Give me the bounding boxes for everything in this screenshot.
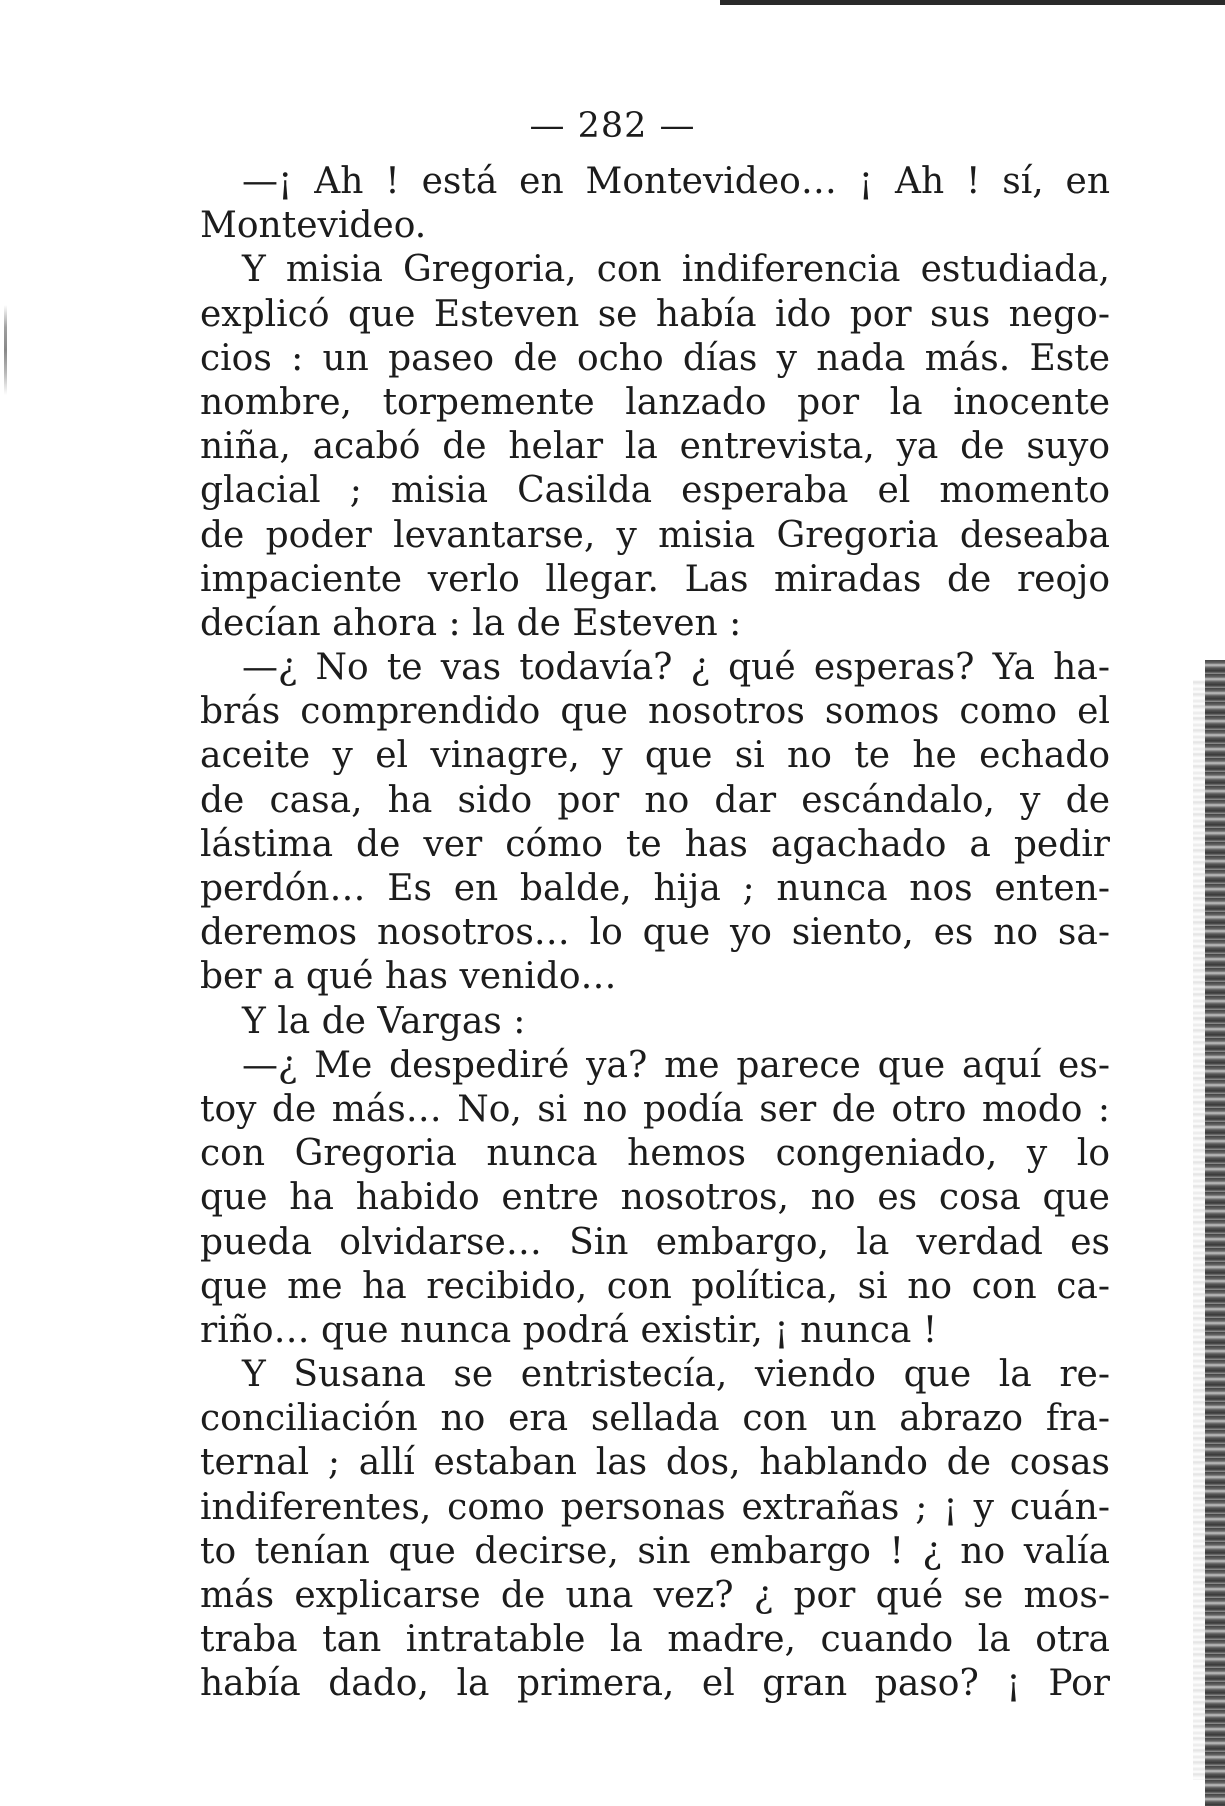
- text-line: más explicarse de una vez? ¿ por qué se mos-: [200, 1575, 1110, 1616]
- text-line: nombre, torpemente lanzado por la inocente: [200, 381, 1110, 423]
- text-line: explicó que Esteven se había ido por sus nego-: [200, 293, 1110, 335]
- text-line: —¿ No te vas todavía? ¿ qué esperas? Ya ha-: [242, 647, 1110, 689]
- page-number: — 282 —: [529, 106, 696, 146]
- text-line: decían ahora : la de Esteven :: [200, 602, 742, 644]
- text-line: aceite y el vinagre, y que si no te he echado: [200, 735, 1110, 777]
- text-line: había dado, la primera, el gran paso? ¡ Por: [200, 1663, 1110, 1705]
- text-line: que ha habido entre nosotros, no es cosa que: [200, 1177, 1110, 1219]
- scan-edge-shadow: [1193, 680, 1205, 1780]
- scan-artifact-left: [4, 305, 7, 395]
- text-line: Montevideo.: [200, 205, 427, 247]
- text-line: de casa, ha sido por no dar escándalo, y de: [200, 779, 1110, 821]
- text-line: brás comprendido que nosotros somos como el: [200, 691, 1110, 733]
- text-line: traba tan intratable la madre, cuando la otra: [200, 1619, 1110, 1661]
- text-line: que me ha recibido, con política, si no con ca-: [200, 1265, 1110, 1307]
- text-line: pueda olvidarse… Sin embargo, la verdad es: [200, 1221, 1110, 1263]
- text-line: ber a qué has venido…: [200, 956, 617, 998]
- text-line: impaciente verlo llegar. Las miradas de reojo: [200, 558, 1110, 600]
- body-text: [200, 160, 1110, 1707]
- text-line: toy de más… No, si no podía ser de otro modo :: [200, 1088, 1110, 1130]
- text-line: riño… que nunca podrá existir, ¡ nunca !: [200, 1309, 938, 1351]
- text-line: conciliación no era sellada con un abrazo fra-: [200, 1398, 1110, 1440]
- text-line: ternal ; allí estaban las dos, hablando de cosas: [200, 1442, 1110, 1484]
- scan-edge-right: [1205, 660, 1225, 1806]
- text-line: Y misia Gregoria, con indiferencia estudiada,: [242, 249, 1110, 291]
- text-line: cios : un paseo de ocho días y nada más. Este: [200, 337, 1110, 379]
- top-edge-rule: [720, 0, 1225, 5]
- text-line: —¿ Me despediré ya? me parece que aquí es-: [242, 1044, 1110, 1086]
- text-line: glacial ; misia Casilda esperaba el momento: [200, 470, 1110, 512]
- text-line: indiferentes, como personas extrañas ; ¡ y cuán-: [200, 1486, 1110, 1528]
- text-line: niña, acabó de helar la entrevista, ya de suyo: [200, 426, 1110, 468]
- text-line: perdón… Es en balde, hija ; nunca nos enten-: [200, 868, 1110, 909]
- text-line: Y la de Vargas :: [242, 1000, 526, 1042]
- text-line: to tenían que decirse, sin embargo ! ¿ no valía: [200, 1530, 1110, 1572]
- text-line: —¡ Ah ! está en Montevideo… ¡ Ah ! sí, en: [242, 161, 1110, 202]
- text-line: con Gregoria nunca hemos congeniado, y lo: [200, 1133, 1110, 1175]
- text-line: de poder levantarse, y misia Gregoria deseaba: [200, 514, 1110, 556]
- text-line: lástima de ver cómo te has agachado a pedir: [200, 823, 1110, 865]
- text-line: deremos nosotros… lo que yo siento, es no sa-: [200, 912, 1110, 954]
- text-line: Y Susana se entristecía, viendo que la re-: [242, 1354, 1110, 1396]
